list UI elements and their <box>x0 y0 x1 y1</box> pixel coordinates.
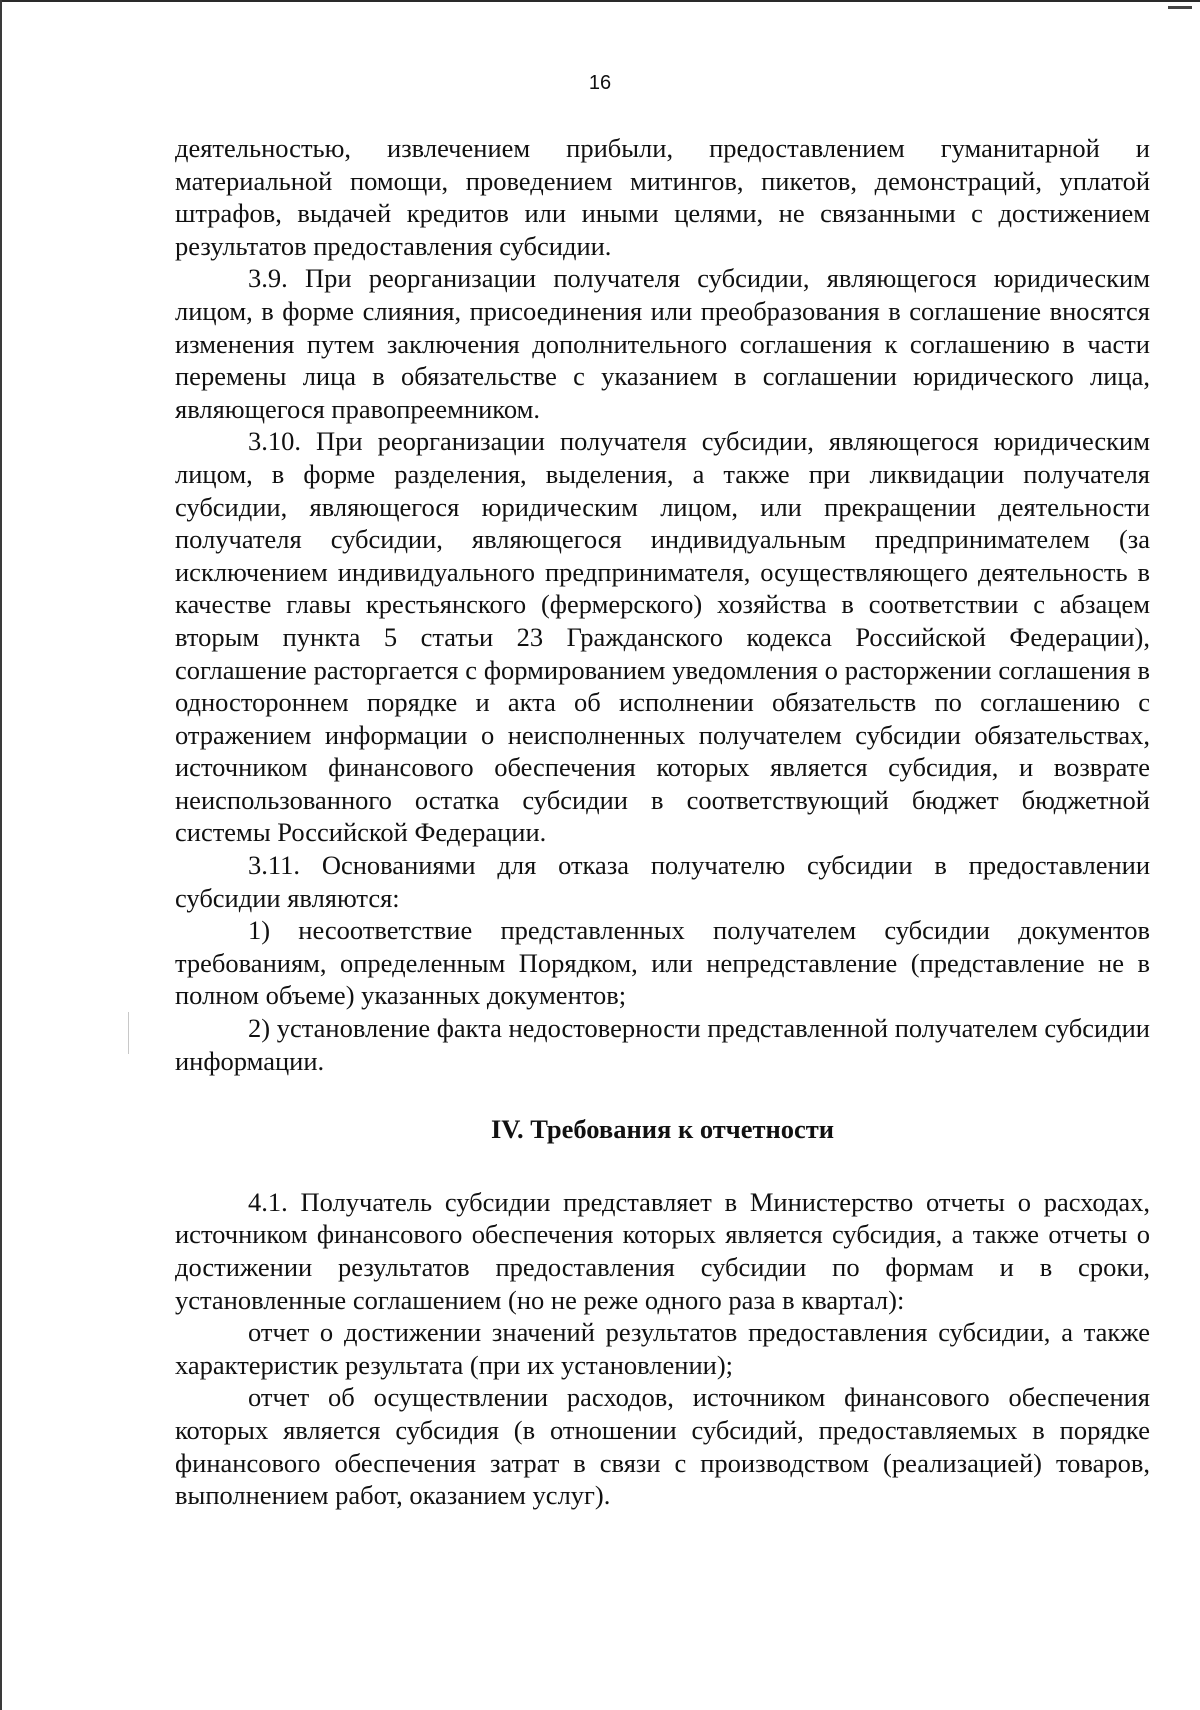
section-iii-continuation <box>175 132 1150 1077</box>
scan-edge-top <box>0 0 1200 2</box>
paragraph: 2) установление факта недостоверности представленной получателем субсидии информации. <box>175 1013 1150 1076</box>
document-body <box>175 132 1150 1512</box>
scan-edge-left <box>0 0 2 1710</box>
scan-mark <box>1168 6 1192 9</box>
paragraph: 3.10. При реорганизации получателя субсидии, являющегося юридическим лицом, в форме разделения, выделения, а также при ликвидации получателя субсидии, являющегося юридическим лицом, или прекращении деятельности получателя субсидии, являющегося индивидуальным предпринимателем (за исключением индивидуального предпринимателя, осуществляющего деятельность в качестве главы крестьянского (фермерского) хозяйства в соответствии с абзацем вторым пункта 5 статьи 23 Гражданского кодекса Российской Федерации), соглашение расторгается с формированием уведомления о расторжении соглашения в одностороннем порядке и акта об исполнении обязательств по соглашению с отражением информации о неисполненных получателем субсидии обязательствах, источником финансового обеспечения которых является субсидия, и возврате неиспользованного остатка субсидии в соответствующий бюджет бюджетной системы Российской Федерации. <box>175 426 1150 848</box>
paragraph: отчет об осуществлении расходов, источником финансового обеспечения которых является субсидия (в отношении субсидий, предоставляемых в порядке финансового обеспечения затрат в связи с производством (реализацией) товаров, выполнением работ, оказанием услуг). <box>175 1382 1150 1511</box>
section-heading: IV. Требования к отчетности <box>490 1114 835 1145</box>
paragraph: 4.1. Получатель субсидии представляет в Министерство отчеты о расходах, источником финансового обеспечения которых является субсидия, а также отчеты о достижении результатов предоставления субсидии по формам и в сроки, установленные соглашением (но не реже одного раза в квартал): <box>175 1186 1150 1315</box>
section-iv-body <box>175 1186 1150 1512</box>
paragraph: отчет о достижении значений результатов предоставления субсидии, а также характеристик результата (при их установлении); <box>175 1317 1150 1380</box>
paragraph: 1) несоответствие представленных получателем субсидии документов требованиям, определенным Порядком, или непредставление (представление не в полном объеме) указанных документов; <box>175 915 1150 1011</box>
paragraph: деятельностью, извлечением прибыли, предоставлением гуманитарной и материальной помощи, проведением митингов, пикетов, демонстраций, уплатой штрафов, выдачей кредитов или иными целями, не связанными с достижением результатов предоставления субсидии. <box>175 133 1150 261</box>
page-number: 16 <box>588 72 612 94</box>
margin-mark <box>128 1012 129 1054</box>
paragraph: 3.11. Основаниями для отказа получателю субсидии в предоставлении субсидии являются: <box>175 850 1150 913</box>
paragraph: 3.9. При реорганизации получателя субсидии, являющегося юридическим лицом, в форме слияния, присоединения или преобразования в соглашение вносятся изменения путем заключения дополнительного соглашения к соглашению в части перемены лица в обязательстве с указанием в соглашении юридического лица, являющегося правопреемником. <box>175 263 1150 424</box>
